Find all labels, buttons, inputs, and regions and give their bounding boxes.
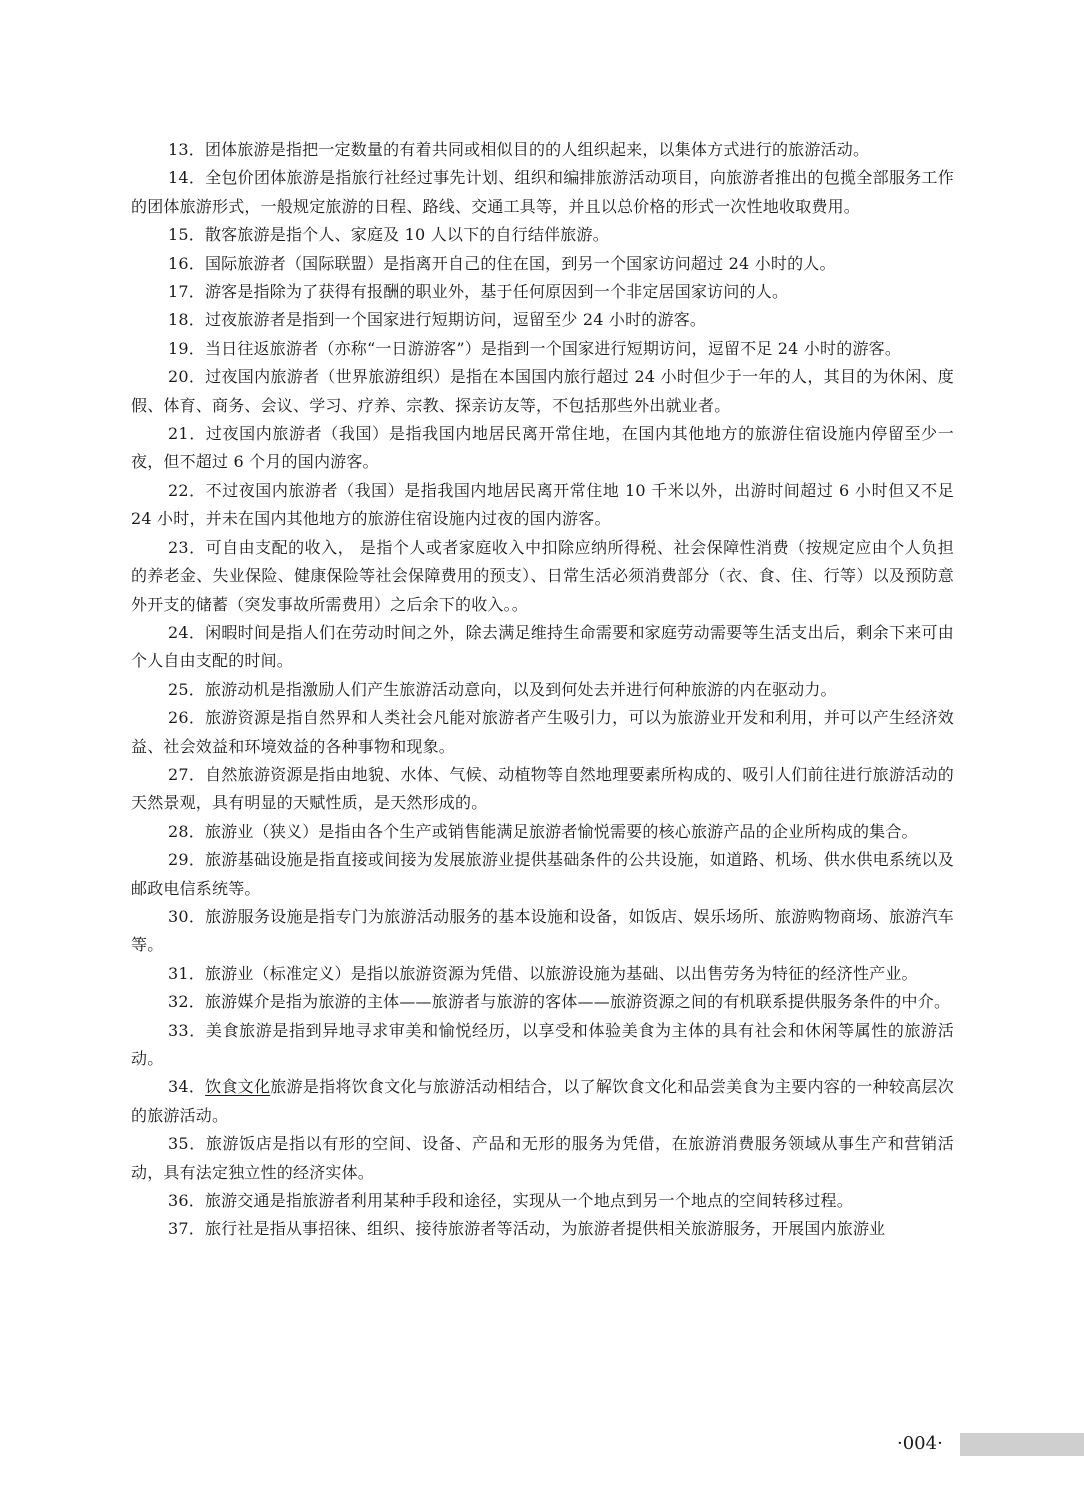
underlined-term: 饮食文化 [205, 1077, 271, 1097]
paragraph-15: 15．散客旅游是指个人、家庭及 10 人以下的自行结伴旅游。 [168, 225, 609, 245]
paragraph-26: 26．旅游资源是指自然界和人类社会凡能对旅游者产生吸引力，可以为旅游业开发和利用，并可以产生经济效益、社会效益和环境效益的各种事物和现象。 [131, 708, 954, 756]
paragraph-19: 19．当日往返旅游者（亦称“一日游游客”）是指到一个国家进行短期访问，逗留不足 24 小时的游客。 [168, 338, 902, 358]
paragraph-23: 23．可自由支配的收入， 是指个人或者家庭收入中扣除应纳所得税、社会保障性消费（按规定应由个人负担的养老金、失业保险、健康保险等社会保障费用的预支）、日常生活必须消费部分（衣、食、住、行等）以及预防意外开支的储蓄（突发事故所需费用）之后余下的收入。。 [131, 537, 954, 614]
paragraph-24: 24．闲暇时间是指人们在劳动时间之外，除去满足维持生命需要和家庭劳动需要等生活支出后，剩余下来可由个人自由支配的时间。 [131, 622, 954, 671]
paragraph-20: 20．过夜国内旅游者（世界旅游组织）是指在本国国内旅行超过 24 小时但少于一年的人，其目的为休闲、度假、体育、商务、会议、学习、疗养、宗教、探亲访友等，不包括那些外出就业者。 [131, 367, 954, 415]
paragraph-34-rest: 旅游是指将饮食文化与旅游活动相结合，以了解饮食文化和品尝美食为主要内容的一种较高层次的旅游活动。 [131, 1077, 954, 1125]
paragraph-27: 27．自然旅游资源是指由地貌、水体、气候、动植物等自然地理要素所构成的、吸引人们前往进行旅游活动的天然景观，具有明显的天赋性质，是天然形成的。 [131, 764, 954, 813]
page-number-bar [960, 1433, 1084, 1456]
paragraph-21: 21．过夜国内旅游者（我国）是指我国内地居民离开常住地，在国内其他地方的旅游住宿设施内停留至少一夜，但不超过 6 个月的国内游客。 [131, 424, 954, 472]
paragraph-17: 17．游客是指除为了获得有报酬的职业外，基于任何原因到一个非定居国家访问的人。 [168, 282, 789, 302]
paragraph-34 [131, 1073, 954, 1130]
paragraph-32: 32．旅游媒介是指为旅游的主体——旅游者与旅游的客体——旅游资源之间的有机联系提供服务条件的中介。 [168, 992, 951, 1012]
document-body [131, 136, 954, 1244]
paragraph-34-prefix: 34． [168, 1077, 206, 1097]
paragraph-29: 29．旅游基础设施是指直接或间接为发展旅游业提供基础条件的公共设施，如道路、机场、供水供电系统以及邮政电信系统等。 [131, 850, 954, 898]
paragraph-37: 37．旅行社是指从事招徕、组织、接待旅游者等活动，为旅游者提供相关旅游服务，开展国内旅游业 [168, 1219, 886, 1239]
paragraph-14: 14．全包价团体旅游是指旅行社经过事先计划、组织和编排旅游活动项目，向旅游者推出的包揽全部服务工作的团体旅游形式，一般规定旅游的日程、路线、交通工具等，并且以总价格的形式一次性地收取费用。 [131, 168, 954, 216]
paragraph-18: 18．过夜旅游者是指到一个国家进行短期访问，逗留至少 24 小时的游客。 [168, 310, 707, 330]
paragraph-22: 22．不过夜国内旅游者（我国）是指我国内地居民离开常住地 10 千米以外，出游时间超过 6 小时但又不足 24 小时，并未在国内其他地方的旅游住宿设施内过夜的国内游客。 [131, 480, 954, 529]
paragraph-33: 33．美食旅游是指到异地寻求审美和愉悦经历，以享受和体验美食为主体的具有社会和休闲等属性的旅游活动。 [131, 1020, 954, 1068]
page-number: ·004· [897, 1433, 943, 1454]
paragraph-28: 28．旅游业（狭义）是指由各个生产或销售能满足旅游者愉悦需要的核心旅游产品的企业所构成的集合。 [168, 821, 918, 841]
paragraph-30: 30．旅游服务设施是指专门为旅游活动服务的基本设施和设备，如饭店、娱乐场所、旅游购物商场、旅游汽车等。 [131, 906, 954, 955]
paragraph-31: 31．旅游业（标准定义）是指以旅游资源为凭借、以旅游设施为基础、以出售劳务为特征的经济性产业。 [168, 963, 918, 983]
paragraph-35: 35．旅游饭店是指以有形的空间、设备、产品和无形的服务为凭借，在旅游消费服务领域从事生产和营销活动，具有法定独立性的经济实体。 [131, 1134, 954, 1182]
paragraph-25: 25．旅游动机是指激励人们产生旅游活动意向，以及到何处去并进行何种旅游的内在驱动力。 [168, 679, 837, 699]
paragraph-13: 13．团体旅游是指把一定数量的有着共同或相似目的的人组织起来，以集体方式进行的旅游活动。 [168, 140, 870, 159]
paragraph-36: 36．旅游交通是指旅游者利用某种手段和途径，实现从一个地点到另一个地点的空间转移过程。 [168, 1191, 853, 1211]
paragraph-16: 16．国际旅游者（国际联盟）是指离开自己的住在国，到另一个国家访问超过 24 小时的人。 [168, 253, 836, 273]
